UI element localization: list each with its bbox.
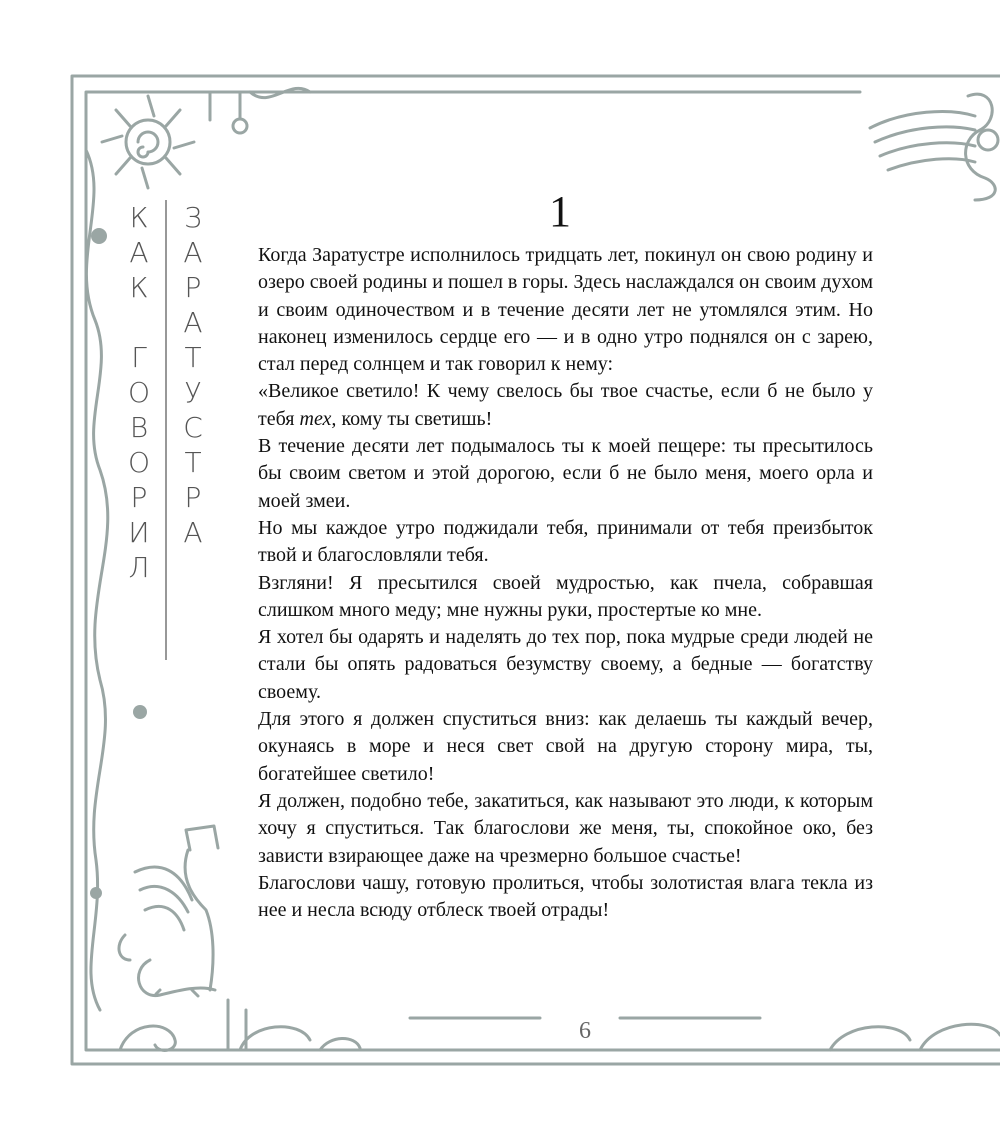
title-letter: А (183, 236, 203, 269)
paragraph: Взгляни! Я пресытился своей мудростью, как пчела, собравшая слишком много меду; мне нужны руки, простертые ко мне. (258, 571, 873, 621)
left-vine (86, 150, 108, 1010)
paragraph: Благослови чашу, готовую пролиться, чтобы золотистая влага текла из нее и несла всюду отблеск твоей отрады! (258, 871, 873, 922)
paragraph: Но мы каждое утро поджидали тебя, принимали от тебя преизбыток твой и благословляли тебя. (258, 516, 873, 567)
title-letter: Т (184, 446, 202, 479)
sun-emblem (102, 96, 194, 188)
paragraph: Когда Заратустре исполнилось тридцать лет, покинул он свою родину и озеро своей родины и пошел в горы. Здесь наслаждался он своим духом и своим одиночеством и в течение десяти лет не утомлялся этим. Но наконец изменилось сердце его — и в одно утро поднялся он с зарею, стал перед солнцем и так говорил к нему: (258, 244, 873, 376)
emphasis-text: тех, (299, 407, 337, 430)
title-letter: И (128, 516, 150, 549)
title-letter: О (127, 376, 151, 409)
title-letter: У (184, 376, 202, 409)
title-letter: Р (130, 481, 148, 514)
title-letter: В (129, 411, 149, 444)
title-letter: К (129, 271, 149, 304)
title-letter: Р (184, 481, 202, 514)
title-letter: Л (128, 551, 150, 584)
winged-emblem (870, 94, 998, 200)
paragraph (258, 378, 873, 433)
title-letter: А (129, 236, 149, 269)
paragraph: В течение десяти лет подымалось ты к моей пещере: ты пресытилось бы своим светом и этой дорогою, если б не было меня, моего орла и моей змеи. (258, 435, 873, 512)
chapter-number: 1 (549, 187, 571, 236)
title-letter: А (183, 516, 203, 549)
lamassu-drawing (119, 826, 218, 996)
title-letter: Р (184, 271, 202, 304)
paragraph-text: «Великое светило! К чему свелось бы твое счастье, если б не было у тебя (258, 380, 873, 430)
title-letter: Г (131, 341, 147, 374)
body-text (258, 242, 873, 924)
vertical-title-word-1 (119, 200, 159, 585)
title-letter: К (129, 201, 149, 234)
paragraph: Для этого я должен спуститься вниз: как делаешь ты каждый вечер, окунаясь в море и неся свет свой на другую сторону мира, ты, богатейшее светило! (258, 708, 873, 785)
title-letter: Т (184, 341, 202, 374)
title-letter: О (127, 446, 151, 479)
vertical-title-word-2 (173, 200, 213, 550)
title-letter: С (183, 411, 203, 444)
paragraph: Я должен, подобно тебе, закатиться, как называют это люди, к которым хочу я спуститься. Так благослови же меня, ты, спокойное око, без зависти взирающее даже на чрезмерно большое счастье! (258, 789, 873, 867)
paragraph-text: кому ты светишь! (336, 407, 493, 430)
title-letter: З (184, 201, 202, 234)
title-letter: А (183, 306, 203, 339)
paragraph: Я хотел бы одарять и наделять до тех пор, пока мудрые среди людей не стали бы опять радоваться безумству своему, а бедные — богатству своему. (258, 626, 873, 703)
page-number: 6 (579, 1018, 591, 1044)
